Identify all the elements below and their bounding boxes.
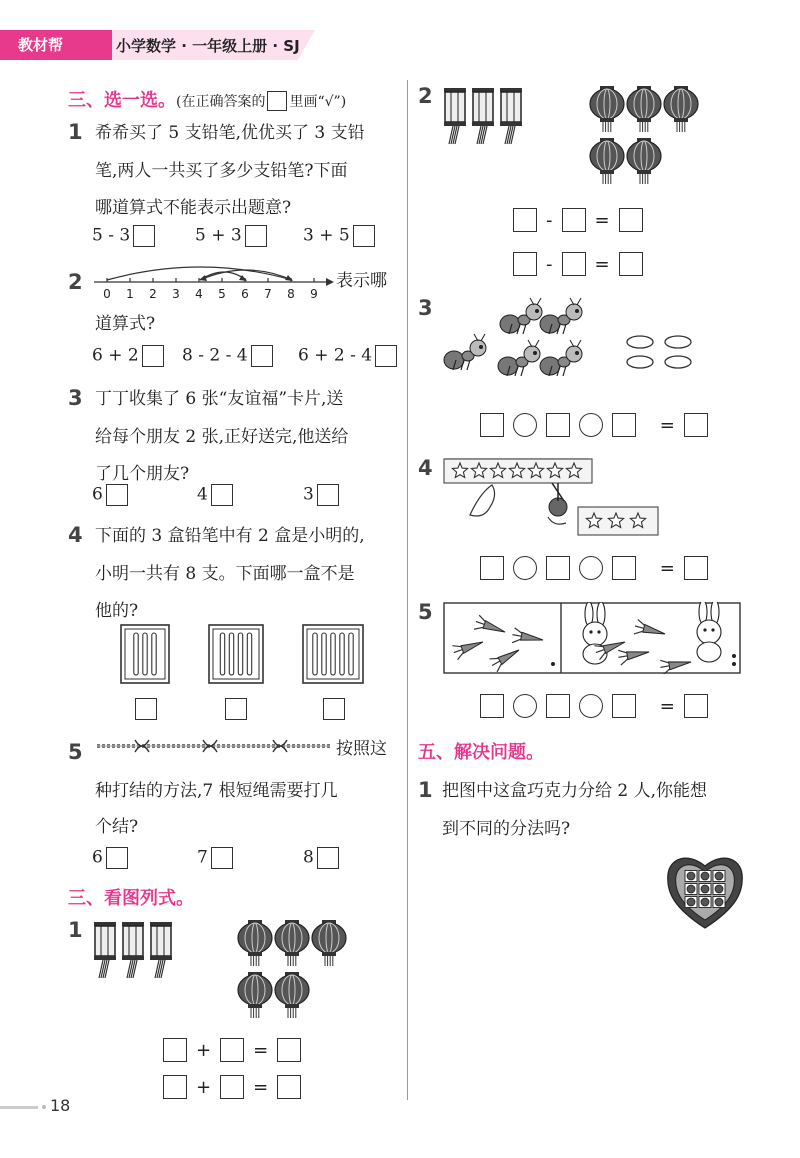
question-number: 5 (418, 600, 433, 624)
operator-circle[interactable] (513, 556, 537, 580)
tick-label: 7 (264, 287, 272, 301)
equation-row: + = (163, 1038, 301, 1062)
round-lantern-icon (590, 86, 624, 132)
answer-box[interactable] (684, 413, 708, 437)
lantern-icon (444, 88, 466, 144)
question-text: 给每个朋友 2 张,正好送完,他送给 (95, 427, 349, 447)
ant-icon (540, 298, 582, 334)
chocolate-icon (687, 898, 695, 906)
answer-box[interactable] (619, 208, 643, 232)
pencil (238, 633, 242, 675)
answer-box[interactable] (163, 1038, 187, 1062)
option: 3 + 5 (303, 225, 375, 247)
answer-box[interactable] (277, 1075, 301, 1099)
pencil (247, 633, 251, 675)
answer-box[interactable] (480, 556, 504, 580)
option: 5 - 3 (92, 225, 155, 247)
answer-box[interactable] (546, 694, 570, 718)
ant-icon (500, 298, 542, 334)
answer-box[interactable] (562, 252, 586, 276)
question-number: 1 (68, 918, 83, 942)
equation-row: = (480, 556, 708, 580)
question-text: 按照这 (336, 739, 387, 759)
answer-box[interactable] (211, 847, 233, 869)
pencil-box (302, 624, 364, 684)
answer-box[interactable] (562, 208, 586, 232)
option: 6 (92, 484, 128, 506)
operator-circle[interactable] (579, 413, 603, 437)
tick-label: 9 (310, 287, 318, 301)
round-lantern-icon (590, 138, 624, 184)
round-lantern-icon (238, 920, 272, 966)
answer-box[interactable] (211, 484, 233, 506)
lantern-icons (438, 86, 530, 148)
pencil (152, 633, 156, 675)
pencil (229, 633, 233, 675)
egg-icons (620, 330, 700, 376)
pencil (220, 633, 224, 675)
pencil-box (120, 624, 170, 684)
lantern-icon (150, 922, 172, 978)
answer-box[interactable] (106, 847, 128, 869)
tick-label: 5 (218, 287, 226, 301)
question-number: 3 (418, 296, 433, 320)
chocolate-icon (715, 885, 723, 893)
equation-row: + = (163, 1075, 301, 1099)
chocolate-icon (701, 872, 709, 880)
answer-box[interactable] (317, 484, 339, 506)
chocolate-box-picture (664, 852, 746, 932)
tick-label: 4 (195, 287, 203, 301)
star-strip-picture (440, 455, 665, 543)
option: 4 (197, 484, 233, 506)
question-number: 4 (68, 523, 83, 547)
question-text: 了几个朋友? (95, 464, 190, 484)
section-picture-equations-title: 三、看图列式。 (68, 888, 194, 909)
answer-box[interactable] (135, 698, 157, 720)
answer-box[interactable] (163, 1075, 187, 1099)
option: 6 + 2 - 4 (298, 345, 397, 367)
answer-box[interactable] (480, 413, 504, 437)
ant-icon (498, 340, 540, 376)
option: 7 (197, 847, 233, 869)
operator-circle[interactable] (513, 694, 537, 718)
chocolate-icon (701, 885, 709, 893)
book-title: 小学数学 · 一年级上册 · SJ (116, 37, 300, 55)
pencil (143, 633, 147, 675)
question-text: 种打结的方法,7 根短绳需要打几 (95, 781, 338, 801)
operator-circle[interactable] (579, 694, 603, 718)
answer-box[interactable] (277, 1038, 301, 1062)
round-lantern-icon (238, 972, 272, 1018)
equation-row: = (480, 694, 708, 718)
pencil (322, 633, 326, 675)
chocolate-icon (715, 898, 723, 906)
pencil (331, 633, 335, 675)
question-text: 把图中这盒巧克力分给 2 人,你能想 (442, 781, 708, 801)
answer-box[interactable] (619, 252, 643, 276)
answer-box[interactable] (225, 698, 247, 720)
question-text: 笔,两人一共买了多少支铅笔?下面 (95, 161, 348, 181)
round-lantern-icon (627, 138, 661, 184)
number-line (90, 258, 335, 304)
answer-box[interactable] (133, 225, 155, 247)
option: 8 (303, 847, 339, 869)
pencil (340, 633, 344, 675)
instruction-box (267, 91, 287, 111)
option: 5 + 3 (195, 225, 267, 247)
chocolate-icon (687, 885, 695, 893)
round-lantern-icon (275, 972, 309, 1018)
question-text: 他的? (95, 601, 139, 621)
question-number: 3 (68, 386, 83, 410)
answer-box[interactable] (480, 694, 504, 718)
question-text: 哪道算式不能表示出题意? (95, 198, 292, 218)
chocolate-icon (687, 872, 695, 880)
pencil (313, 633, 317, 675)
round-lantern-icons (236, 920, 351, 1032)
answer-box[interactable] (513, 208, 537, 232)
answer-box[interactable] (323, 698, 345, 720)
answer-box[interactable] (684, 556, 708, 580)
answer-box[interactable] (375, 345, 397, 367)
answer-box[interactable] (220, 1075, 244, 1099)
rabbit-carrot-picture (443, 602, 741, 674)
pencil (349, 633, 353, 675)
column-divider (407, 80, 408, 1100)
chocolate-icon (715, 872, 723, 880)
answer-box[interactable] (513, 252, 537, 276)
footer-dot (42, 1105, 46, 1109)
tick-label: 6 (241, 287, 249, 301)
option: 6 + 2 (92, 345, 164, 367)
answer-box[interactable] (220, 1038, 244, 1062)
round-lantern-icon (664, 86, 698, 132)
answer-box[interactable] (106, 484, 128, 506)
operator-circle[interactable] (513, 413, 537, 437)
round-lantern-icon (312, 920, 346, 966)
tick-label: 1 (126, 287, 134, 301)
question-text: 表示哪 (336, 271, 387, 291)
round-lantern-icon (275, 920, 309, 966)
section-choose-title: 三、选一选。(在正确答案的 里画“√”) (68, 90, 347, 111)
lantern-icon (122, 922, 144, 978)
footer-bar (0, 1106, 38, 1109)
question-number: 5 (68, 740, 83, 764)
question-text: 到不同的分法吗? (442, 819, 571, 839)
round-lantern-icons (588, 86, 703, 198)
answer-box[interactable] (142, 345, 164, 367)
hand-icon (470, 485, 495, 516)
answer-box[interactable] (353, 225, 375, 247)
tick-label: 0 (103, 287, 111, 301)
lantern-icons (88, 920, 180, 982)
pencil (134, 633, 138, 675)
page-number: 18 (50, 1096, 71, 1115)
equation-row: - = (513, 252, 643, 276)
tick-label: 2 (149, 287, 157, 301)
answer-box[interactable] (317, 847, 339, 869)
knotted-rope (95, 736, 335, 756)
option: 3 (303, 484, 339, 506)
answer-box[interactable] (546, 556, 570, 580)
question-number: 4 (418, 456, 433, 480)
question-number: 2 (418, 84, 433, 108)
answer-box[interactable] (546, 413, 570, 437)
ant-icon (540, 340, 582, 376)
question-text: 小明一共有 8 支。下面哪一盒不是 (95, 564, 355, 584)
question-number: 1 (418, 778, 433, 802)
tick-label: 3 (172, 287, 180, 301)
answer-box[interactable] (612, 694, 636, 718)
question-text: 丁丁收集了 6 张“友谊福”卡片,送 (95, 389, 344, 409)
section-solve-title: 五、解决问题。 (418, 742, 544, 763)
chocolate-icon (701, 898, 709, 906)
option: 8 - 2 - 4 (182, 345, 273, 367)
answer-box[interactable] (245, 225, 267, 247)
equation-row: = (480, 413, 708, 437)
answer-box[interactable] (612, 556, 636, 580)
equation-row: - = (513, 208, 643, 232)
question-text: 个结? (95, 817, 139, 837)
brand-logo: 教材帮 (0, 30, 112, 60)
option: 6 (92, 847, 128, 869)
lantern-icon (500, 88, 522, 144)
answer-box[interactable] (251, 345, 273, 367)
round-lantern-icon (627, 86, 661, 132)
answer-box[interactable] (612, 413, 636, 437)
pencil-box (208, 624, 264, 684)
tick-label: 8 (287, 287, 295, 301)
ant-icons (440, 296, 600, 388)
question-number: 1 (68, 120, 83, 144)
answer-box[interactable] (684, 694, 708, 718)
lantern-icon (94, 922, 116, 978)
question-text: 道算式? (95, 314, 156, 334)
lantern-icon (472, 88, 494, 144)
question-text: 希希买了 5 支铅笔,优优买了 3 支铅 (95, 123, 365, 143)
question-text: 下面的 3 盒铅笔中有 2 盒是小明的, (95, 526, 365, 546)
question-number: 2 (68, 270, 83, 294)
operator-circle[interactable] (579, 556, 603, 580)
ant-icon (444, 334, 486, 370)
